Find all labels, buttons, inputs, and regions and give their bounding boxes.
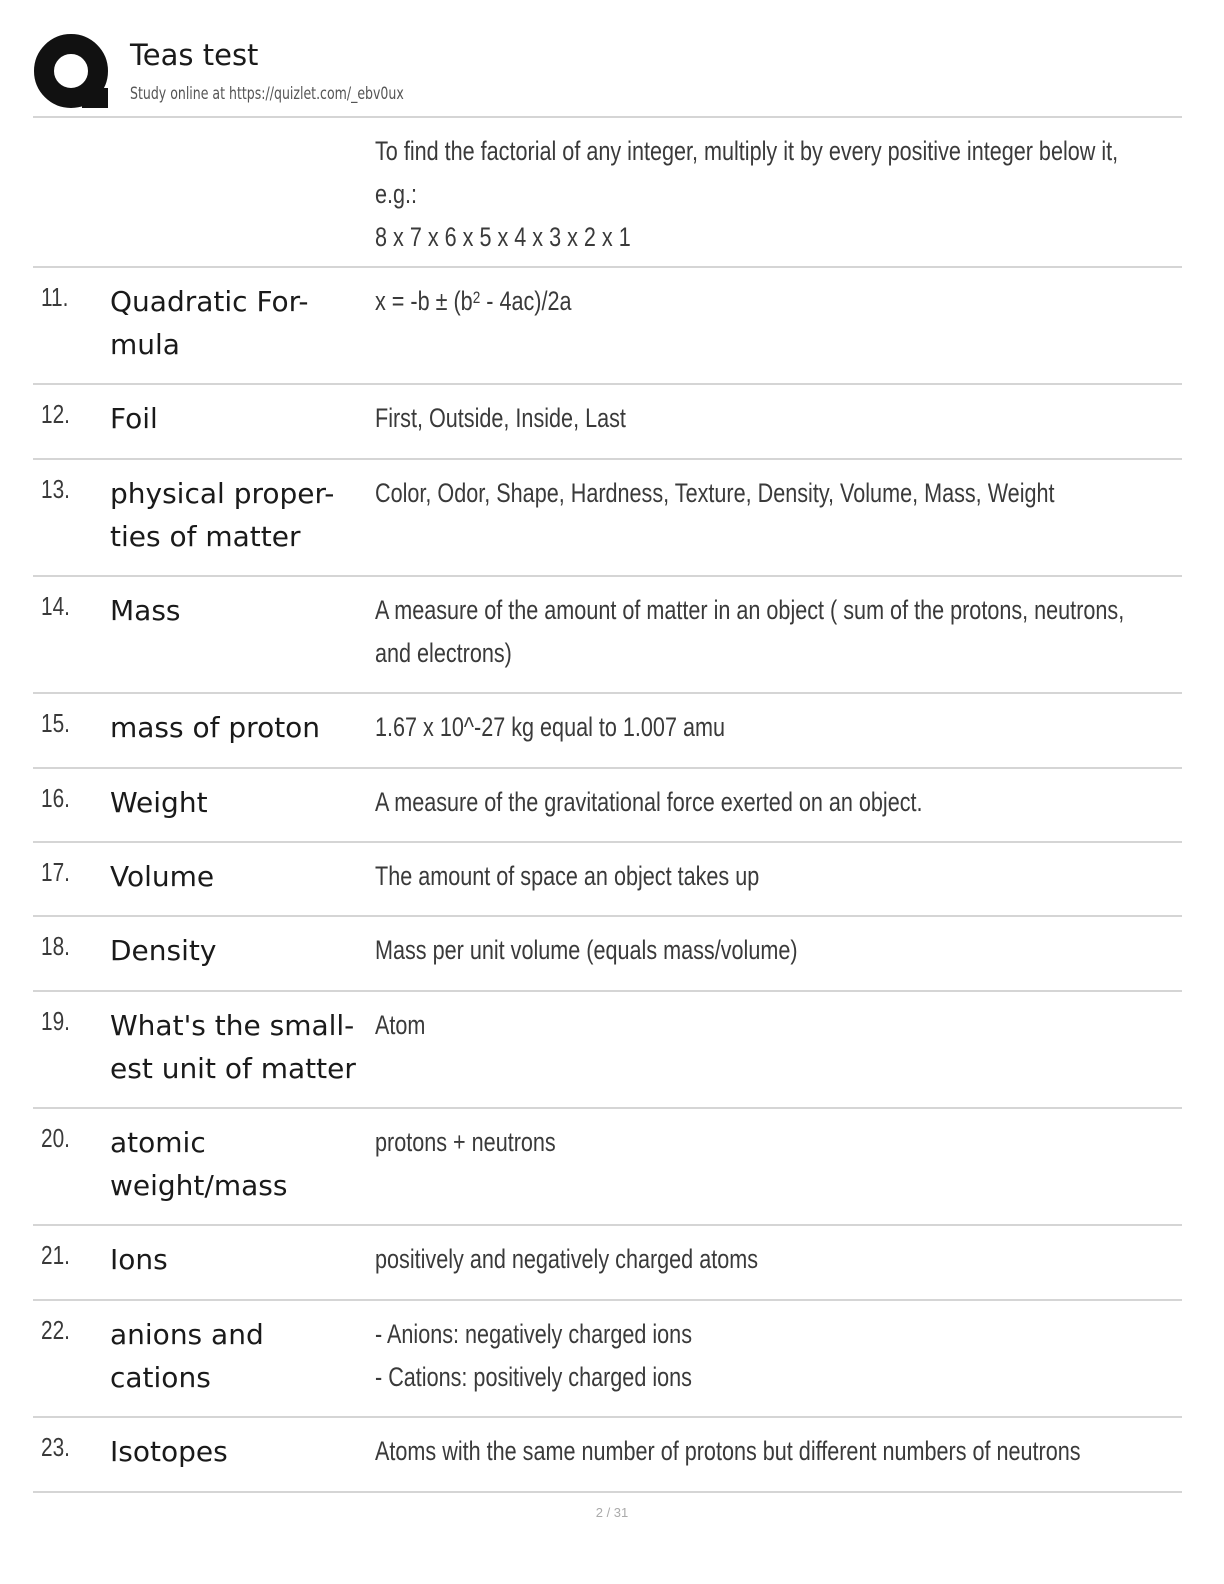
card-definition — [375, 280, 1159, 323]
list-item — [33, 268, 1182, 385]
card-term — [110, 280, 374, 366]
card-number: 13. — [41, 474, 70, 504]
card-number: 12. — [41, 399, 70, 429]
card-definition — [375, 855, 1159, 898]
card-definition — [375, 1238, 1159, 1281]
definition-line: 8 x 7 x 6 x 5 x 4 x 3 x 2 x 1 — [375, 222, 631, 252]
term-line: Quadratic For- — [110, 285, 309, 318]
term-line: Weight — [110, 786, 208, 819]
list-item — [33, 460, 1182, 577]
definition-line: and electrons) — [375, 638, 512, 668]
definition-line: Mass per unit volume (equals mass/volume) — [375, 935, 798, 965]
card-definition — [375, 929, 1159, 972]
study-online-link[interactable]: Study online at https://quizlet.com/_ebv0ux — [130, 84, 404, 104]
card-number: 14. — [41, 591, 70, 621]
definition-line: positively and negatively charged atoms — [375, 1244, 759, 1274]
card-term — [110, 706, 374, 749]
list-item — [33, 1301, 1182, 1418]
card-definition — [375, 1121, 1159, 1164]
card-number: 21. — [41, 1240, 70, 1270]
list-item — [33, 917, 1182, 992]
card-definition — [375, 1430, 1159, 1473]
term-line: weight/mass — [110, 1169, 288, 1202]
definition-line: A measure of the gravitational force exerted on an object. — [375, 787, 923, 817]
term-line: mass of proton — [110, 711, 321, 744]
formula-superscript: 2 — [472, 288, 481, 307]
formula-part: - 4ac)/2a — [480, 286, 572, 316]
card-number: 16. — [41, 783, 70, 813]
definition-line: A measure of the amount of matter in an object ( sum of the protons, neutrons, — [375, 595, 1125, 625]
term-line: mula — [110, 328, 180, 361]
card-definition — [375, 1313, 1159, 1399]
card-number: 19. — [41, 1006, 70, 1036]
term-line: What's the small- — [110, 1009, 355, 1042]
term-line: atomic — [110, 1126, 206, 1159]
page-header — [34, 34, 1184, 116]
definition-line: Atom — [375, 1010, 426, 1040]
list-item — [33, 992, 1182, 1109]
definition-line: e.g.: — [375, 179, 418, 209]
term-line: Isotopes — [110, 1435, 228, 1468]
card-definition — [375, 706, 1159, 749]
page-number: 2 / 31 — [595, 1505, 629, 1520]
list-item — [33, 385, 1182, 460]
card-number: 17. — [41, 857, 70, 887]
card-definition — [375, 589, 1159, 675]
term-line: est unit of matter — [110, 1052, 356, 1085]
term-line: Mass — [110, 594, 181, 627]
flashcard-list — [33, 118, 1182, 1493]
term-line: Density — [110, 934, 217, 967]
card-definition — [375, 397, 1159, 440]
card-term — [110, 929, 374, 972]
definition-line: To find the factorial of any integer, multiply it by every positive integer below it, — [375, 136, 1119, 166]
definition-line: - Cations: positively charged ions — [375, 1362, 692, 1392]
definition-line: Color, Odor, Shape, Hardness, Texture, Density, Volume, Mass, Weight — [375, 478, 1055, 508]
card-term — [110, 1430, 374, 1473]
card-term — [110, 781, 374, 824]
list-item — [33, 1226, 1182, 1301]
card-term — [110, 1238, 374, 1281]
term-line: Foil — [110, 402, 158, 435]
card-definition — [375, 472, 1159, 515]
term-line: ties of matter — [110, 520, 301, 553]
definition-line: protons + neutrons — [375, 1127, 556, 1157]
card-number: 18. — [41, 931, 70, 961]
list-item — [33, 843, 1182, 917]
card-definition — [375, 781, 1159, 824]
definition-line: Atoms with the same number of protons but different numbers of neutrons — [375, 1436, 1081, 1466]
list-item-continuation — [33, 118, 1182, 268]
definition-line: The amount of space an object takes up — [375, 861, 760, 891]
card-number: 20. — [41, 1123, 70, 1153]
card-definition — [375, 130, 1159, 259]
quadratic-formula — [375, 280, 1159, 323]
term-line: anions and — [110, 1318, 264, 1351]
definition-line: First, Outside, Inside, Last — [375, 403, 626, 433]
list-item — [33, 1109, 1182, 1226]
card-number: 11. — [41, 282, 69, 312]
term-line: physical proper- — [110, 477, 335, 510]
formula-part: x = -b ± (b — [375, 286, 473, 316]
card-number: 22. — [41, 1315, 70, 1345]
term-line: Ions — [110, 1243, 168, 1276]
definition-line: 1.67 x 10^-27 kg equal to 1.007 amu — [375, 712, 725, 742]
card-number: 23. — [41, 1432, 70, 1462]
term-line: cations — [110, 1361, 211, 1394]
card-term — [110, 1121, 374, 1207]
card-number: 15. — [41, 708, 70, 738]
page-title: Teas test — [130, 38, 259, 72]
card-definition — [375, 1004, 1159, 1047]
card-term — [110, 397, 374, 440]
card-term — [110, 855, 374, 898]
list-item — [33, 1418, 1182, 1493]
list-item — [33, 577, 1182, 694]
quizlet-logo-icon — [34, 34, 110, 110]
term-line: Volume — [110, 860, 215, 893]
card-term — [110, 1313, 374, 1399]
list-item — [33, 769, 1182, 843]
card-term — [110, 1004, 374, 1090]
list-item — [33, 694, 1182, 769]
card-term — [110, 472, 374, 558]
definition-line: - Anions: negatively charged ions — [375, 1319, 692, 1349]
card-term — [110, 589, 374, 632]
